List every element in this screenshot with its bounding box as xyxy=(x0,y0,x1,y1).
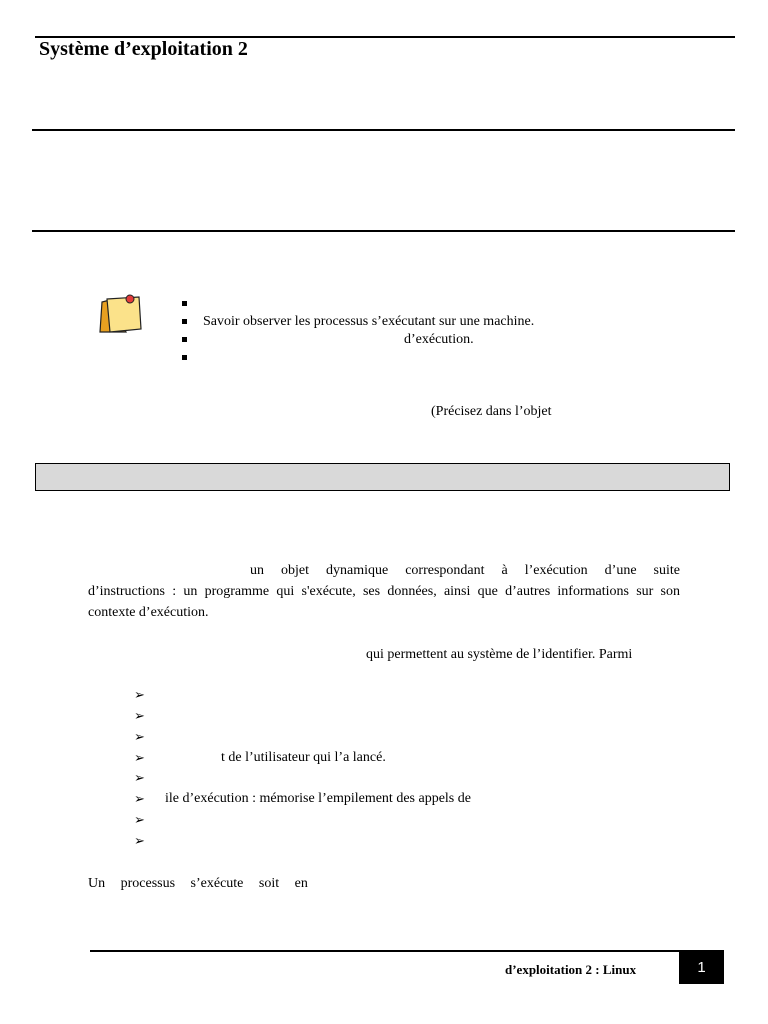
paragraph-1-start: un objet dynamique correspondant à l’exécution d’une suite xyxy=(250,563,680,578)
footer-text: d’exploitation 2 : Linux xyxy=(505,962,637,977)
paragraph-2: qui permettent au système de l’identifier. Parmi xyxy=(366,647,633,662)
list-arrow-7: ➢ xyxy=(134,812,145,827)
objective-note: (Précisez dans l’objet xyxy=(431,404,552,419)
rule-3 xyxy=(32,230,735,232)
objective-2: Savoir observer les processus s’exécutant sur une machine. xyxy=(203,314,535,329)
bullet-3 xyxy=(182,337,187,342)
list-arrow-8: ➢ xyxy=(134,833,145,848)
paragraph-1-rest: d’instructions : un programme qui s'exécute, ses données, ainsi que d’autres informations sur son contexte d’exécution. xyxy=(88,584,680,620)
paragraph-3: Un processus s’exécute soit en xyxy=(88,876,308,891)
bullet-4 xyxy=(182,355,187,360)
list-arrow-3: ➢ xyxy=(134,729,145,744)
list-arrow-5: ➢ xyxy=(134,770,145,785)
sticky-note-icon xyxy=(96,292,144,336)
bullet-2 xyxy=(182,319,187,324)
list-arrow-6: ➢ xyxy=(134,791,145,806)
list-arrow-2: ➢ xyxy=(134,708,145,723)
rule-2 xyxy=(32,129,735,131)
list-item-6: ile d’exécution : mémorise l’empilement des appels de xyxy=(165,791,471,806)
page-title: Système d’exploitation 2 xyxy=(39,38,248,60)
footer-rule xyxy=(90,950,724,952)
bullet-1 xyxy=(182,301,187,306)
section-banner xyxy=(35,463,730,491)
list-arrow-1: ➢ xyxy=(134,687,145,702)
list-item-4: t de l’utilisateur qui l’a lancé. xyxy=(221,750,386,765)
list-arrow-4: ➢ xyxy=(134,750,145,765)
objective-3: d’exécution. xyxy=(404,332,474,347)
page-number: 1 xyxy=(679,951,724,984)
